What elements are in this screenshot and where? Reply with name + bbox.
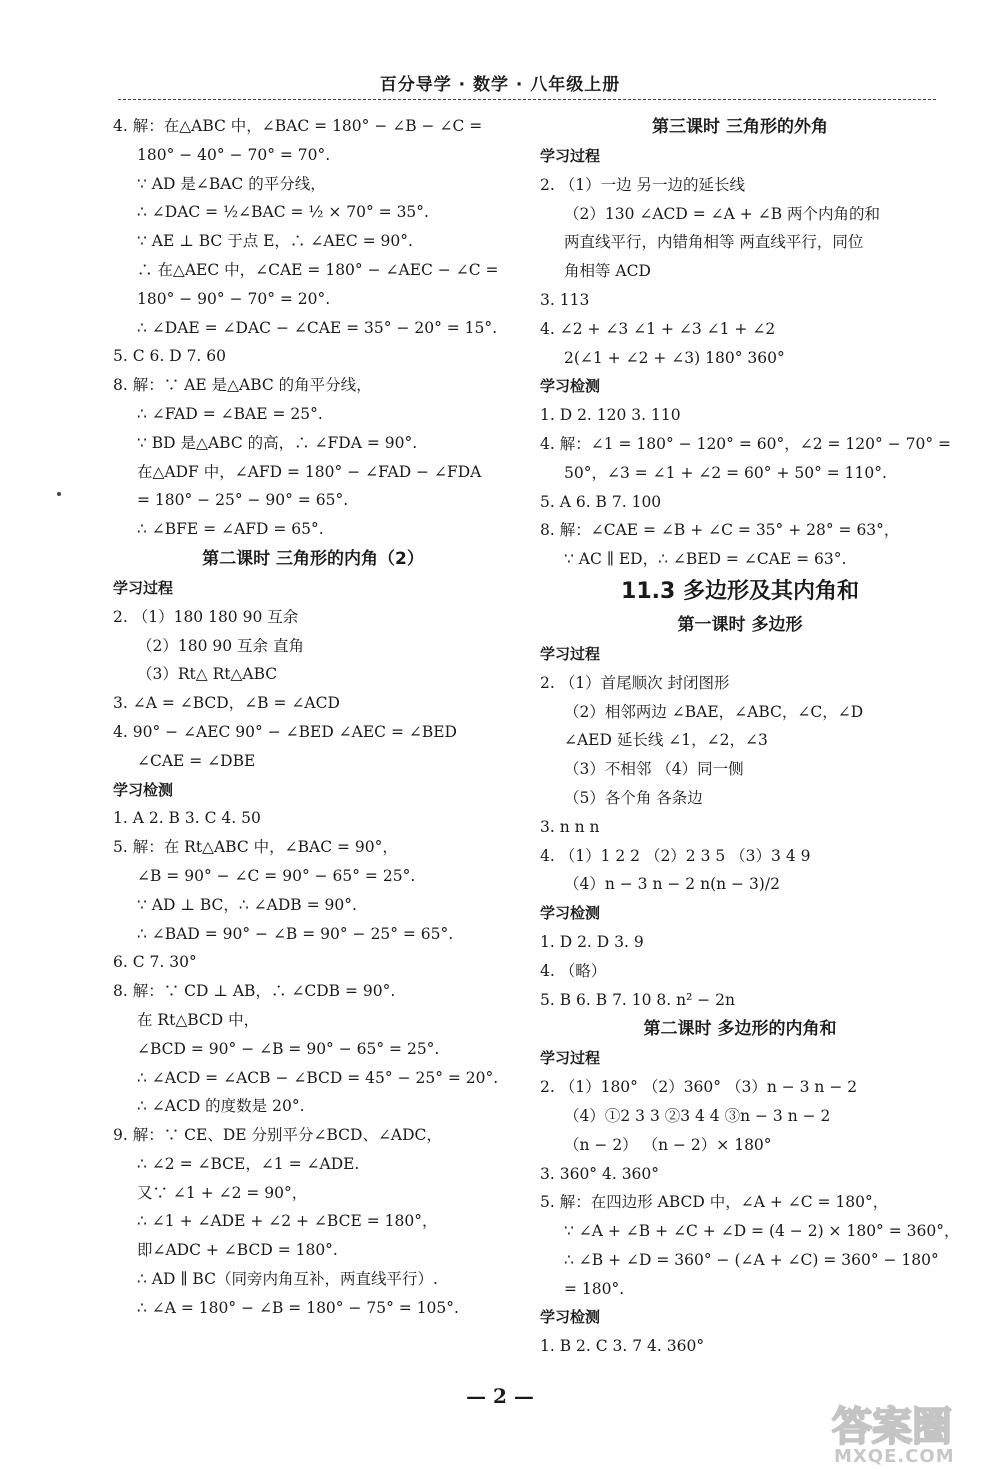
answer-line: （2）180 90 互余 直角: [137, 636, 304, 655]
answer-line: 3. n n n: [540, 817, 600, 836]
answer-line: ∴ ∠DAC = ½∠BAC = ½ × 70° = 35°.: [137, 203, 429, 222]
page-header-title: 百分导学 · 数学 · 八年级上册: [379, 75, 621, 95]
chapter-heading: 11.3 多边形及其内角和: [621, 578, 859, 604]
answer-line: 50°，∠3 = ∠1 + ∠2 = 60° + 50° = 110°.: [564, 463, 887, 482]
answer-line: 在 Rt△BCD 中，: [137, 1010, 260, 1029]
answer-line: ∠AED 延长线 ∠1，∠2，∠3: [564, 731, 768, 750]
section-heading: 学习检测: [113, 780, 174, 799]
answer-line: ∵ ∠A + ∠B + ∠C + ∠D = (4 − 2) × 180° = 360°，: [564, 1222, 960, 1241]
answer-line: 8. 解：∵ CD ⊥ AB，∴ ∠CDB = 90°.: [113, 982, 396, 1001]
answer-line: 8. 解：∠CAE = ∠B + ∠C = 35° + 28° = 63°，: [540, 521, 900, 540]
answer-line: ∴ ∠A = 180° − ∠B = 180° − 75° = 105°.: [137, 1298, 459, 1317]
section-heading: 学习检测: [540, 904, 601, 923]
answer-line: 4. 90° − ∠AEC 90° − ∠BED ∠AEC = ∠BED: [113, 722, 457, 741]
section-heading: 学习检测: [540, 377, 601, 396]
answer-line: 180° − 40° − 70° = 70°.: [137, 145, 331, 164]
answer-line: 4. （略）: [540, 961, 607, 980]
answer-line: 9. 解：∵ CE、DE 分别平分∠BCD、∠ADC，: [113, 1126, 442, 1145]
answer-line: 4. ∠2 + ∠3 ∠1 + ∠3 ∠1 + ∠2: [540, 319, 776, 338]
lesson-heading: 第二课时 多边形的内角和: [643, 1019, 837, 1040]
answer-line: 4. 解：在△ABC 中，∠BAC = 180° − ∠B − ∠C =: [113, 117, 483, 135]
answer-line: （n − 2） （n − 2）× 180°: [564, 1135, 772, 1154]
answer-line: 5. 解：在 Rt△ABC 中，∠BAC = 90°，: [113, 838, 398, 857]
watermark-logo-text: 答案圈: [832, 1404, 952, 1450]
answer-line: 8. 解：∵ AE 是△ABC 的角平分线，: [113, 376, 372, 395]
answer-line: ∵ AE ⊥ BC 于点 E，∴ ∠AEC = 90°.: [137, 232, 413, 251]
answer-line: 4. （1）1 2 2 （2）2 3 5 （3）3 4 9: [540, 846, 811, 865]
watermark-site: MXQE.COM: [834, 1446, 955, 1467]
answer-line: ∵ AC ∥ ED，∴ ∠BED = ∠CAE = 63°.: [564, 550, 847, 569]
right-answer-column: [540, 112, 960, 1361]
section-heading: 学习过程: [113, 578, 174, 597]
answer-line: = 180° − 25° − 90° = 65°.: [137, 491, 349, 510]
answer-line: 在△ADF 中，∠AFD = 180° − ∠FAD − ∠FDA: [137, 462, 482, 481]
answer-line: 2. （1）一边 另一边的延长线: [540, 175, 746, 194]
answer-line: （3）不相邻 （4）同一侧: [564, 760, 744, 779]
answer-line: 即∠ADC + ∠BCD = 180°.: [137, 1241, 338, 1260]
lesson-heading: 第一课时 多边形: [677, 614, 803, 635]
answer-line: 1. D 2. 120 3. 110: [540, 406, 681, 425]
answer-line: ∴ ∠BFE = ∠AFD = 65°.: [137, 520, 324, 539]
answer-line: ∴ ∠FAD = ∠BAE = 25°.: [137, 404, 323, 423]
answer-line: 5. 解：在四边形 ABCD 中，∠A + ∠C = 180°，: [540, 1193, 889, 1212]
answer-line: ∵ AD 是∠BAC 的平分线，: [137, 174, 326, 193]
answer-line: 5. A 6. B 7. 100: [540, 492, 662, 511]
answer-line: （4）n − 3 n − 2 n(n − 3)/2: [564, 875, 780, 894]
answer-line: 两直线平行，内错角相等 两直线平行，同位: [564, 233, 864, 252]
section-heading: 学习过程: [540, 644, 601, 663]
answer-line: 6. C 7. 30°: [113, 953, 197, 972]
lesson-heading: 第三课时 三角形的外角: [652, 117, 828, 137]
answer-line: （2）130 ∠ACD = ∠A + ∠B 两个内角的和: [564, 204, 881, 223]
answer-line: ∴ ∠B + ∠D = 360° − (∠A + ∠C) = 360° − 180°: [564, 1250, 939, 1269]
answer-line: （5）各个角 各条边: [564, 788, 703, 807]
answer-line: ∴ ∠ACD = ∠ACB − ∠BCD = 45° − 25° = 20°.: [137, 1068, 499, 1087]
answer-line: ∠CAE = ∠DBE: [137, 751, 256, 770]
answer-line: 又∵ ∠1 + ∠2 = 90°，: [137, 1183, 308, 1202]
answer-line: ∠BCD = 90° − ∠B = 90° − 65° = 25°.: [137, 1039, 440, 1058]
answer-line: （2）相邻两边 ∠BAE，∠ABC，∠C，∠D: [564, 702, 864, 721]
answer-line: 5. B 6. B 7. 10 8. n² − 2n: [540, 990, 736, 1009]
margin-dot: [57, 492, 61, 496]
answer-line: = 180°.: [564, 1279, 625, 1298]
answer-line: ∴ AD ∥ BC（同旁内角互补，两直线平行）.: [137, 1270, 438, 1289]
answer-line: 角相等 ACD: [564, 262, 651, 281]
answer-line: ∴ ∠BAD = 90° − ∠B = 90° − 25° = 65°.: [137, 924, 454, 943]
answer-line: 3. 113: [540, 290, 590, 309]
section-heading: 学习检测: [540, 1308, 601, 1327]
answer-line: 3. 360° 4. 360°: [540, 1164, 660, 1183]
answer-line: 2(∠1 + ∠2 + ∠3) 180° 360°: [564, 348, 785, 367]
answer-line: ∴ ∠ACD 的度数是 20°.: [137, 1097, 305, 1116]
answer-line: （3）Rt△ Rt△ABC: [137, 665, 278, 684]
answer-line: 2. （1）首尾顺次 封闭图形: [540, 673, 730, 692]
answer-line: ∵ AD ⊥ BC，∴ ∠ADB = 90°.: [137, 895, 357, 914]
answer-line: 2. （1）180 180 90 互余: [113, 607, 299, 626]
header-divider: [118, 99, 936, 100]
answer-line: 3. ∠A = ∠BCD，∠B = ∠ACD: [113, 694, 340, 713]
answer-line: ∴ ∠DAE = ∠DAC − ∠CAE = 35° − 20° = 15°.: [137, 318, 498, 337]
answer-line: 1. A 2. B 3. C 4. 50: [113, 809, 261, 828]
answer-line: 1. B 2. C 3. 7 4. 360°: [540, 1337, 705, 1356]
answer-line: （4）①2 3 3 ②3 4 4 ③n − 3 n − 2: [564, 1106, 831, 1125]
section-heading: 学习过程: [540, 147, 601, 165]
left-answer-column: [113, 112, 513, 1323]
answer-line: ∴ ∠2 = ∠BCE，∠1 = ∠ADE.: [137, 1154, 360, 1173]
answer-line: ∠B = 90° − ∠C = 90° − 65° = 25°.: [137, 866, 416, 885]
answer-line: 180° − 90° − 70° = 20°.: [137, 289, 331, 308]
page-number: — 2 —: [466, 1384, 534, 1408]
answer-line: 5. C 6. D 7. 60: [113, 347, 227, 366]
answer-line: 2. （1）180° （2）360° （3）n − 3 n − 2: [540, 1078, 858, 1097]
answer-line: 1. D 2. D 3. 9: [540, 932, 644, 951]
answer-line: ∴ 在△AEC 中，∠CAE = 180° − ∠AEC − ∠C =: [137, 260, 499, 279]
lesson-heading: 第二课时 三角形的内角（2）: [202, 548, 424, 569]
answer-line: ∴ ∠1 + ∠ADE + ∠2 + ∠BCE = 180°，: [137, 1212, 438, 1231]
answer-line: ∵ BD 是△ABC 的高，∴ ∠FDA = 90°.: [137, 433, 418, 452]
answer-line: 4. 解：∠1 = 180° − 120° = 60°，∠2 = 120° − 70° =: [540, 434, 951, 453]
section-heading: 学习过程: [540, 1049, 601, 1068]
